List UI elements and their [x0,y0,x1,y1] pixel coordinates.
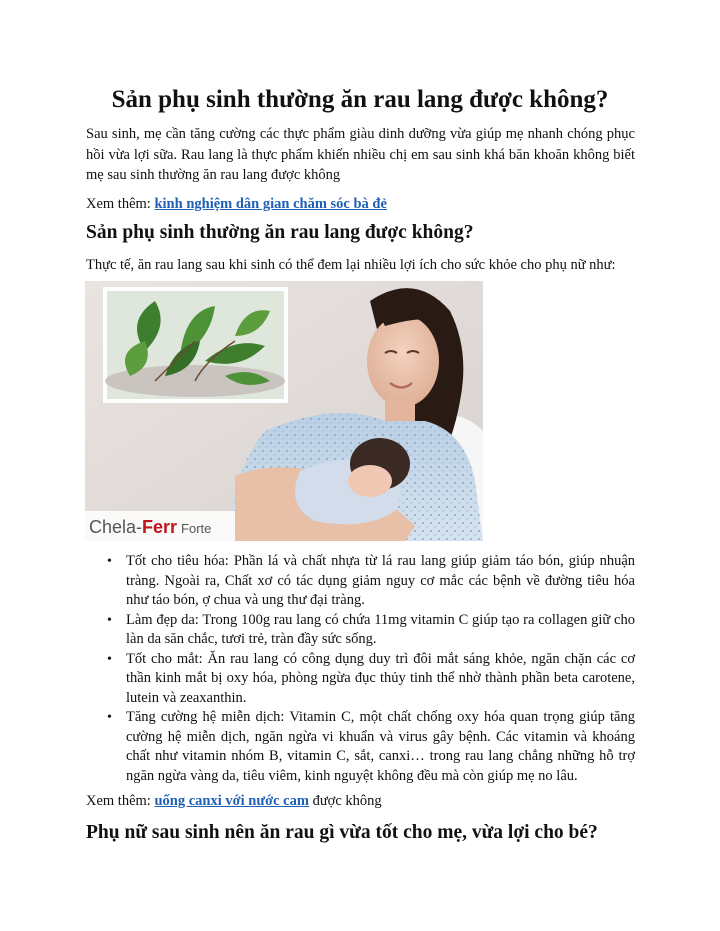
mother-baby-photo [85,281,483,541]
see-more-2 [86,791,635,812]
see-more-2-suffix: được không [308,793,382,809]
benefit-skin: • Làm đẹp da: Trong 100g rau lang có chứa 11mg vitamin C giúp tạo ra collagen giữ cho làn da săn chắc, tươi trẻ, tràn đầy sức sống. [86,611,635,650]
see-more-2-link[interactable]: uống canxi với nước cam [154,793,309,809]
section1-lead: Thực tế, ăn rau lang sau khi sinh có thể đem lại nhiều lợi ích cho sức khỏe cho phụ nữ như: [86,257,616,273]
page-title: Sản phụ sinh thường ăn rau lang được không? [111,86,609,113]
see-more-1-link[interactable]: kinh nghiệm dân gian chăm sóc bà đẻ [154,196,387,212]
section2-heading: Phụ nữ sau sinh nên ăn rau gì vừa tốt cho mẹ, vừa lợi cho bé? [86,822,598,843]
see-more-1-prefix: Xem thêm: [86,196,155,212]
benefit-eyes: • Tốt cho mắt: Ăn rau lang có công dụng duy trì đôi mắt sáng khỏe, ngăn chặn các cơ thần kinh mắt bị oxy hóa, phòng ngừa đục thủy tinh thể nhờ thành phần beta carotene, lutein và zeaxanthin. [86,650,635,709]
see-more-1 [86,194,635,215]
intro-paragraph: Sau sinh, mẹ cần tăng cường các thực phẩm giàu dinh dưỡng vừa giúp mẹ nhanh chóng phục hồi vừa lợi sữa. Rau lang là thực phẩm khiến nhiều chị em sau sinh khá băn khoăn không biết mẹ sau sinh thường ăn rau lang được không [86,126,635,183]
logo-text: Chela-Ferr Forte [89,517,212,537]
see-more-2-prefix: Xem thêm: [86,793,155,809]
benefit-digestion: • Tốt cho tiêu hóa: Phần lá và chất nhựa từ lá rau lang giúp giảm táo bón, giúp nhuận tràng. Ngoài ra, Chất xơ có tác dụng giảm nguy cơ mắc các bệnh về đường tiêu hóa như táo bón, ợ chua và ung thư đại tràng. [86,552,635,611]
section1-heading: Sản phụ sinh thường ăn rau lang được không? [86,222,474,243]
benefit-immunity: • Tăng cường hệ miễn dịch: Vitamin C, một chất chống oxy hóa quan trọng giúp tăng cường hệ miễn dịch, ngăn ngừa vi khuẩn và virus gây bệnh. Các vitamin và khoáng chất như vitamin nhóm B, vitamin C, sắt, canxi… trong rau lang chẳng những hỗ trợ ngăn ngừa vàng da, tiêu viêm, kinh nguyệt không đều mà còn giúp mẹ no lâu. [86,708,635,786]
benefits-list [86,552,635,786]
